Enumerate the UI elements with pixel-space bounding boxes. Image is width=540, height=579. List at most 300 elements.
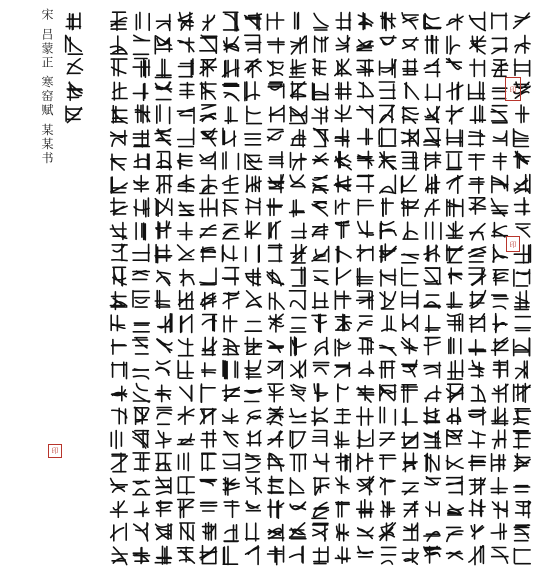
seal-script-character	[66, 106, 82, 122]
seal-script-character	[380, 244, 396, 262]
seal-script-character	[380, 407, 395, 425]
seal-script-character	[111, 154, 126, 170]
seal-script-character	[112, 82, 127, 100]
seal-script-character	[315, 36, 328, 52]
seal-script-character	[402, 432, 418, 447]
seal-script-character	[335, 547, 350, 563]
seal-script-character	[425, 453, 439, 471]
seal-script-character	[156, 454, 172, 471]
seal-script-character	[134, 154, 149, 170]
seal-script-character	[402, 385, 418, 402]
seal-script-character	[295, 12, 299, 29]
seal-script-character	[269, 244, 282, 262]
seal-script-character	[380, 345, 396, 355]
seal-script-character	[246, 291, 261, 307]
seal-script-character	[492, 175, 508, 192]
seal-script-character	[112, 408, 127, 424]
seal-script-character	[225, 107, 237, 124]
seal-script-character	[112, 453, 128, 472]
seal-script-character	[470, 314, 485, 332]
seal-script-character	[358, 151, 374, 168]
seal-script-character	[133, 369, 149, 379]
seal-script-character	[134, 523, 148, 541]
seal-script-character	[469, 198, 485, 214]
seal-script-character	[469, 500, 485, 517]
seal-script-character	[247, 411, 261, 424]
seal-script-character	[290, 60, 306, 78]
seal-script-character	[313, 363, 328, 375]
seal-script-character	[202, 315, 216, 332]
seal-script-character	[290, 200, 305, 217]
seal-script-character	[181, 315, 192, 333]
seal-script-character	[156, 477, 171, 494]
seal-script-character	[516, 224, 530, 237]
seal-script-character	[446, 152, 462, 170]
seal-script-character	[492, 407, 508, 425]
seal-script-character	[111, 59, 127, 76]
seal-script-character	[514, 525, 529, 541]
seal-script-character	[404, 523, 418, 541]
seal-script-character	[223, 546, 237, 564]
seal-script-character	[268, 82, 284, 98]
seal-script-character	[314, 454, 329, 472]
seal-script-character	[245, 322, 261, 332]
seal-script-character	[223, 268, 239, 285]
seal-script-character	[290, 454, 306, 472]
seal-script-character	[314, 384, 327, 401]
seal-script-character	[133, 323, 149, 332]
seal-script-character	[357, 407, 373, 425]
seal-script-character	[156, 82, 172, 99]
seal-script-character	[514, 151, 530, 168]
seal-script-character	[246, 268, 261, 286]
seal-script-character	[290, 291, 306, 310]
seal-script-character	[223, 60, 239, 77]
seal-script-character	[290, 502, 305, 509]
seal-script-character	[178, 361, 193, 379]
seal-script-character	[155, 129, 171, 145]
seal-script-character	[223, 361, 237, 379]
seal-script-character	[314, 271, 329, 284]
seal-script-character	[357, 40, 373, 51]
seal-script-character	[223, 152, 238, 170]
seal-script-character	[335, 291, 350, 309]
seal-script-character	[402, 291, 418, 309]
seal-script-character	[268, 525, 284, 541]
seal-script-character	[268, 130, 284, 141]
seal-script-character	[66, 35, 83, 54]
seal-script-character	[447, 245, 463, 263]
seal-script-character	[133, 453, 150, 471]
seal-script-character	[200, 480, 216, 486]
seal-script-character	[335, 363, 350, 378]
seal-script-character	[425, 386, 441, 402]
seal-script-character	[224, 316, 237, 332]
seal-script-character	[155, 59, 171, 77]
seal-script-character	[379, 152, 396, 170]
seal-script-character	[155, 199, 172, 217]
seal-script-character	[67, 59, 82, 74]
seal-script-character	[269, 221, 281, 239]
seal-script-character	[158, 314, 172, 333]
seal-script-character	[380, 222, 396, 239]
seal-script-character	[179, 59, 194, 77]
seal-script-character	[447, 551, 463, 559]
seal-script-character	[402, 130, 419, 147]
seal-script-character	[357, 453, 373, 471]
seal-script-character	[515, 317, 530, 331]
seal-script-character	[514, 384, 530, 403]
seal-script-character	[224, 525, 238, 542]
seal-script-character	[312, 224, 327, 239]
seal-script-character	[403, 107, 419, 123]
seal-script-character	[134, 502, 149, 517]
seal-script-character	[200, 82, 216, 99]
seal-script-character	[291, 130, 306, 147]
seal-script-character	[493, 153, 506, 170]
seal-script-character	[447, 176, 463, 194]
seal-script-character	[245, 82, 260, 101]
seal-script-character	[201, 502, 217, 511]
seal-script-character	[178, 38, 194, 52]
seal-script-character	[201, 384, 215, 402]
seal-script-character	[357, 430, 373, 448]
seal-script-character	[112, 362, 127, 378]
seal-script-character	[493, 360, 507, 378]
seal-script-character	[357, 477, 373, 495]
seal-script-character	[291, 36, 306, 54]
seal-script-character	[178, 434, 195, 445]
seal-script-character	[223, 175, 238, 193]
seal-script-character	[268, 476, 284, 493]
seal-script-character	[268, 61, 283, 76]
seal-script-character	[157, 14, 171, 30]
seal-script-character	[179, 202, 194, 215]
seal-script-character	[112, 386, 127, 400]
seal-script-character	[515, 35, 530, 53]
seal-script-character	[514, 175, 530, 194]
seal-script-character	[313, 523, 328, 541]
seal-script-character	[313, 153, 328, 165]
seal-script-character	[224, 431, 238, 446]
seal-script-character	[155, 36, 172, 54]
seal-script-character	[246, 546, 259, 565]
seal-script-character	[155, 291, 169, 309]
seal-script-character	[247, 431, 261, 446]
seal-script-character	[470, 36, 486, 54]
seal-script-character	[382, 198, 394, 216]
seal-script-character	[358, 13, 373, 30]
seal-script-character	[133, 291, 149, 307]
seal-script-character	[471, 385, 485, 402]
seal-script-character	[335, 152, 351, 170]
seal-script-character	[335, 431, 350, 448]
seal-script-character	[133, 271, 150, 280]
seal-script-character	[515, 198, 530, 215]
seal-script-character	[267, 407, 283, 426]
seal-script-character	[425, 152, 441, 170]
seal-script-character	[223, 409, 238, 424]
seal-script-character	[493, 270, 508, 285]
seal-script-character	[180, 269, 194, 285]
seal-script-character	[424, 546, 441, 563]
seal-script-character	[312, 106, 328, 124]
seal-script-character	[491, 523, 506, 539]
seal-script-character	[335, 105, 351, 122]
seal-script-character	[469, 247, 486, 262]
seal-script-character	[110, 292, 126, 310]
seal-script-character	[336, 502, 350, 517]
seal-script-character	[223, 454, 239, 471]
seal-script-character	[469, 431, 485, 448]
seal-script-character	[292, 223, 306, 238]
seal-script-character	[155, 385, 170, 401]
seal-script-character	[492, 38, 507, 54]
seal-script-character	[447, 199, 463, 216]
seal-script-character	[112, 547, 127, 565]
seal-script-character	[514, 338, 530, 356]
seal-script-character	[134, 198, 149, 217]
seal-script-character	[268, 431, 283, 447]
seal-stamp-middle: 印	[506, 236, 520, 252]
seal-script-character	[202, 337, 216, 355]
seal-script-character	[424, 59, 439, 77]
seal-script-character	[223, 12, 238, 31]
seal-script-character	[268, 175, 284, 193]
seal-script-character	[424, 362, 441, 377]
seal-script-character	[514, 59, 529, 76]
seal-script-character	[312, 202, 327, 216]
seal-script-character	[246, 501, 260, 511]
seal-script-character	[224, 501, 239, 518]
seal-script-character	[491, 106, 507, 123]
seal-script-character	[380, 59, 396, 77]
seal-script-character	[136, 223, 145, 240]
seal-script-character	[470, 12, 486, 30]
seal-script-character	[447, 430, 463, 447]
seal-script-character	[424, 532, 440, 541]
seal-script-character	[446, 222, 462, 239]
seal-script-character	[335, 409, 351, 424]
seal-script-character	[133, 130, 149, 147]
seal-script-character	[492, 454, 506, 472]
seal-script-character	[493, 430, 506, 449]
seal-script-character	[290, 175, 305, 187]
seal-script-character	[135, 105, 149, 123]
seal-script-character	[425, 84, 439, 101]
seal-script-character	[403, 38, 419, 50]
seal-script-character	[336, 199, 350, 214]
seal-script-character	[269, 314, 284, 332]
seal-script-character	[224, 37, 239, 52]
seal-script-character	[157, 175, 173, 193]
seal-script-character	[336, 476, 349, 493]
seal-script-character	[291, 337, 306, 356]
seal-script-character	[245, 35, 261, 53]
seal-script-character	[223, 224, 239, 239]
seal-script-character	[246, 175, 261, 192]
seal-script-character	[133, 548, 149, 564]
seal-script-character	[448, 360, 463, 379]
seal-script-character	[380, 385, 396, 401]
seal-script-character	[469, 177, 484, 193]
seal-script-character	[268, 361, 283, 379]
seal-script-character	[469, 130, 485, 146]
seal-script-character	[111, 12, 127, 30]
seal-script-character	[267, 199, 282, 216]
seal-script-character	[178, 477, 194, 494]
seal-script-character	[402, 254, 419, 263]
seal-script-character	[200, 175, 217, 194]
seal-script-character	[223, 245, 238, 262]
seal-script-character	[245, 134, 261, 145]
seal-script-character	[155, 245, 172, 263]
seal-script-character	[113, 267, 126, 286]
seal-script-character	[405, 83, 419, 100]
seal-script-character	[291, 360, 306, 377]
seal-script-character	[402, 198, 419, 216]
seal-script-character	[179, 291, 194, 309]
seal-script-character	[492, 384, 508, 402]
seal-script-character	[514, 129, 529, 147]
seal-script-character	[245, 221, 261, 239]
seal-script-character	[133, 59, 149, 78]
seal-script-character	[313, 83, 329, 100]
seal-script-character	[178, 407, 194, 425]
seal-script-character	[514, 409, 531, 425]
seal-script-character	[447, 314, 462, 331]
seal-script-character	[291, 267, 305, 286]
seal-script-character	[245, 13, 262, 30]
seal-script-character	[357, 500, 374, 518]
seal-script-character	[200, 152, 215, 170]
seal-script-character	[469, 82, 485, 100]
seal-script-character	[336, 453, 351, 472]
seal-script-character	[358, 316, 373, 331]
seal-script-character	[246, 245, 260, 262]
seal-script-character	[268, 546, 284, 564]
seal-script-character	[337, 268, 351, 285]
seal-script-character	[136, 12, 149, 30]
seal-script-character	[312, 246, 329, 262]
seal-script-character	[380, 175, 396, 193]
seal-script-character	[245, 59, 261, 77]
seal-script-character	[290, 409, 306, 423]
seal-script-character	[426, 502, 439, 517]
seal-script-character	[335, 59, 351, 76]
seal-script-character	[157, 152, 172, 170]
seal-script-character	[112, 244, 127, 260]
seal-script-character	[336, 12, 351, 30]
seal-script-character	[200, 59, 216, 77]
seal-script-character	[201, 247, 216, 261]
seal-script-character	[291, 245, 307, 263]
seal-script-character	[112, 340, 127, 355]
seal-script-character	[156, 431, 171, 448]
seal-script-character	[335, 128, 349, 147]
seal-script-character	[178, 154, 192, 169]
seal-script-character	[133, 84, 147, 101]
seal-script-character	[312, 407, 327, 425]
seal-script-character	[469, 546, 484, 565]
seal-script-character	[379, 523, 395, 541]
seal-script-character	[200, 105, 216, 121]
seal-script-character	[133, 338, 148, 354]
seal-script-character	[178, 175, 194, 192]
seal-script-character	[268, 38, 284, 53]
seal-script-character	[157, 408, 172, 425]
seal-script-character	[469, 361, 484, 378]
seal-script-character	[493, 501, 508, 518]
seal-script-character	[336, 246, 351, 262]
seal-script-character	[312, 502, 329, 518]
inscription-column: 宋 吕蒙正 寒窑赋 某某书	[40, 8, 54, 166]
seal-script-character	[246, 454, 261, 472]
seal-script-character	[380, 269, 395, 286]
seal-script-character	[203, 15, 215, 30]
seal-script-character	[200, 409, 216, 425]
seal-script-character	[269, 152, 283, 168]
seal-script-character	[313, 176, 328, 194]
seal-script-character	[111, 177, 127, 193]
seal-script-character	[179, 453, 189, 471]
seal-script-character	[380, 478, 395, 495]
seal-script-character	[270, 293, 285, 310]
seal-script-character	[402, 338, 418, 354]
seal-script-character	[133, 244, 149, 261]
seal-script-character	[314, 128, 329, 146]
seal-script-character	[447, 129, 463, 146]
seal-script-character	[133, 384, 149, 403]
seal-script-character	[156, 501, 172, 517]
seal-script-character	[313, 547, 328, 564]
seal-script-character	[200, 268, 216, 285]
seal-script-character	[357, 386, 374, 402]
seal-script-character	[178, 128, 194, 146]
seal-script-character	[180, 523, 195, 541]
seal-script-character	[111, 131, 127, 147]
seal-script-character	[201, 293, 216, 310]
seal-script-character	[380, 36, 396, 45]
seal-script-character	[357, 60, 373, 77]
seal-script-character	[245, 360, 261, 379]
seal-script-character	[491, 478, 507, 494]
seal-script-character	[471, 525, 483, 539]
seal-script-character	[223, 84, 239, 101]
seal-script-character	[312, 314, 326, 332]
seal-script-character	[268, 13, 284, 30]
seal-script-character	[155, 546, 171, 564]
seal-script-character	[404, 501, 418, 517]
seal-script-character	[200, 198, 217, 216]
seal-script-character	[337, 524, 349, 541]
seal-script-character	[334, 175, 351, 192]
seal-script-character	[223, 385, 240, 401]
seal-script-character	[403, 59, 418, 75]
seal-script-character	[382, 547, 396, 564]
seal-script-character	[269, 106, 284, 122]
seal-script-character	[403, 222, 418, 239]
seal-script-character	[267, 270, 283, 286]
seal-script-character	[402, 13, 418, 29]
seal-script-character	[268, 499, 284, 518]
seal-script-character	[201, 430, 216, 448]
seal-script-character	[358, 129, 373, 145]
seal-script-character	[111, 479, 128, 493]
seal-script-character	[469, 407, 486, 424]
seal-script-character	[449, 268, 462, 284]
seal-script-character	[111, 501, 128, 517]
